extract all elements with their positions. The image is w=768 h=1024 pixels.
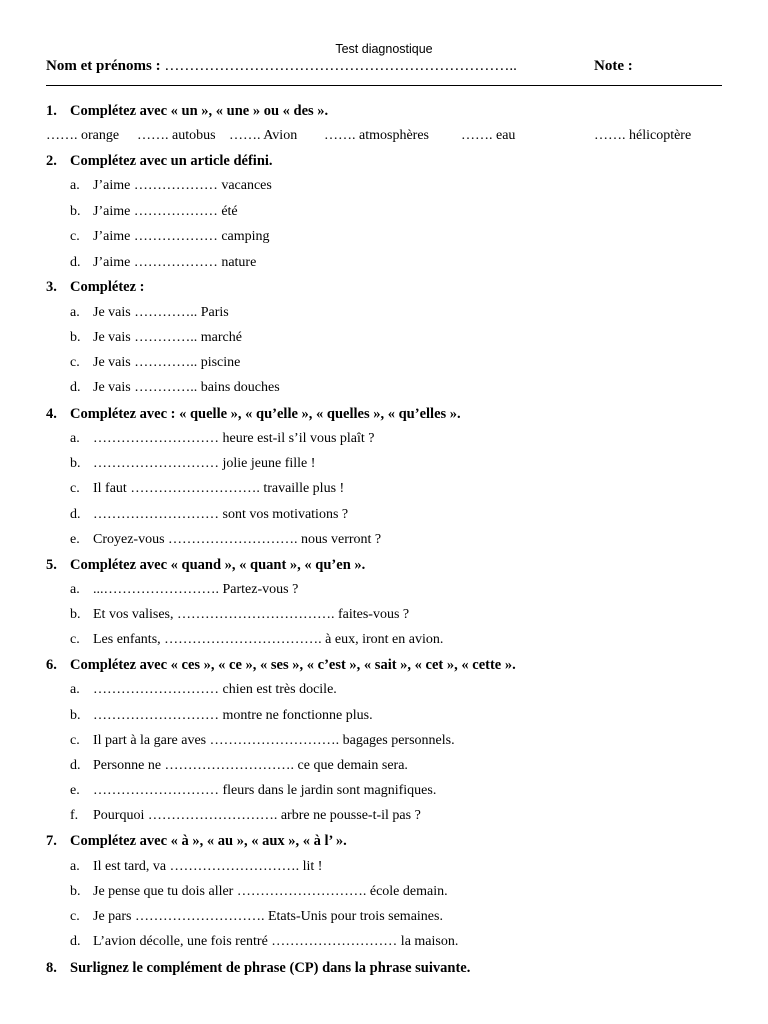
exercise-item	[70, 708, 373, 724]
question-2	[46, 153, 273, 169]
item-text: Et vos valises, ……………………………. faites-vous ?	[93, 607, 410, 622]
exercise-item	[70, 355, 240, 371]
item-text: J’aime ……………… nature	[93, 255, 257, 270]
item-text: ...……………………. Partez-vous ?	[93, 582, 299, 597]
exercise-item	[70, 808, 421, 824]
item-letter: e.	[70, 532, 80, 547]
exercise-item	[70, 380, 280, 396]
exercise-item	[70, 481, 344, 497]
exercise-item	[70, 229, 270, 245]
item-text: ……………………… heure est-il s’il vous plaît ?	[93, 431, 375, 446]
item-letter: b.	[70, 204, 81, 219]
question-heading: Complétez avec : « quelle », « qu’elle », « quelles », « qu’elles ».	[70, 406, 461, 422]
item-text: Personne ne ………………………. ce que demain sera.	[93, 758, 408, 773]
exercise-item	[70, 859, 322, 875]
exercise-item	[70, 733, 455, 749]
question-heading: Complétez avec « un », « une » ou « des ».	[70, 103, 329, 119]
article-blank: ……. eau	[461, 128, 516, 143]
item-text: L’avion décolle, une fois rentré ……………………… la maison.	[93, 934, 459, 949]
header-rule	[46, 85, 722, 86]
item-text: Je pars ………………………. Etats-Unis pour trois semaines.	[93, 909, 443, 924]
question-6	[46, 657, 516, 673]
question-heading: Complétez avec « quand », « quant », « qu’en ».	[70, 557, 366, 573]
question-number: 3.	[46, 279, 57, 295]
item-letter: a.	[70, 178, 80, 193]
item-letter: a.	[70, 859, 80, 874]
question-1	[46, 103, 328, 119]
exercise-item	[70, 682, 337, 698]
item-letter: e.	[70, 783, 80, 798]
item-letter: d.	[70, 934, 81, 949]
item-text: J’aime ……………… camping	[93, 229, 270, 244]
item-letter: a.	[70, 682, 80, 697]
item-letter: d.	[70, 255, 81, 270]
question-8	[46, 960, 470, 976]
exercise-item	[70, 758, 408, 774]
question-number: 2.	[46, 153, 57, 169]
exercise-item	[70, 532, 381, 548]
item-letter: b.	[70, 884, 81, 899]
question-number: 5.	[46, 557, 57, 573]
item-text: Il part à la gare aves ………………………. bagages personnels.	[93, 733, 455, 748]
item-letter: f.	[70, 808, 79, 823]
item-letter: c.	[70, 355, 80, 370]
item-letter: c.	[70, 481, 80, 496]
exercise-item	[70, 330, 242, 346]
exercise-item	[70, 783, 436, 799]
item-letter: a.	[70, 431, 80, 446]
question-heading: Complétez avec un article défini.	[70, 153, 273, 169]
article-blank: ……. hélicoptère	[594, 128, 692, 143]
name-field	[46, 58, 517, 75]
question-3	[46, 279, 144, 295]
item-text: Je vais ………….. marché	[93, 330, 242, 345]
exercise-item	[70, 456, 315, 472]
item-letter: a.	[70, 582, 80, 597]
item-text: ……………………… fleurs dans le jardin sont magnifiques.	[93, 783, 437, 798]
exercise-item	[70, 507, 348, 523]
item-letter: d.	[70, 507, 81, 522]
article-blank: ……. orange	[46, 128, 120, 143]
question-5	[46, 557, 365, 573]
item-text: Croyez-vous ………………………. nous verront ?	[93, 532, 382, 547]
item-letter: c.	[70, 632, 80, 647]
item-letter: d.	[70, 380, 81, 395]
article-blank: ……. Avion	[229, 128, 298, 143]
item-text: Il est tard, va ………………………. lit !	[93, 859, 323, 874]
exercise-item	[70, 582, 298, 598]
item-letter: c.	[70, 229, 80, 244]
item-text: Je pense que tu dois aller ………………………. école demain.	[93, 884, 448, 899]
exercise-item	[70, 632, 443, 648]
item-text: ……………………… jolie jeune fille !	[93, 456, 316, 471]
header-row	[46, 58, 722, 78]
exercise-item	[70, 178, 272, 194]
document-title: Test diagnostique	[335, 42, 433, 56]
exercise-item	[70, 204, 238, 220]
question-number: 8.	[46, 960, 57, 976]
item-text: ……………………… chien est très docile.	[93, 682, 337, 697]
question-4	[46, 406, 461, 422]
item-text: Pourquoi ………………………. arbre ne pousse-t-il pas ?	[93, 808, 421, 823]
item-text: J’aime ……………… été	[93, 204, 238, 219]
question-heading: Surlignez le complément de phrase (CP) dans la phrase suivante.	[70, 960, 471, 976]
name-dots: ……………………………………………………………..	[160, 58, 517, 74]
exercise-item	[70, 431, 375, 447]
question-number: 4.	[46, 406, 57, 422]
question-heading: Complétez :	[70, 279, 145, 295]
item-text: ……………………… sont vos motivations ?	[93, 507, 349, 522]
exercise-item	[70, 255, 256, 271]
item-text: Il faut ………………………. travaille plus !	[93, 481, 345, 496]
item-text: J’aime ……………… vacances	[93, 178, 272, 193]
item-letter: c.	[70, 733, 80, 748]
exercise-item	[70, 884, 448, 900]
item-letter: a.	[70, 305, 80, 320]
item-text: Je vais ………….. piscine	[93, 355, 241, 370]
article-blank: ……. autobus	[137, 128, 216, 143]
question-7	[46, 833, 347, 849]
item-text: ……………………… montre ne fonctionne plus.	[93, 708, 373, 723]
note-label: Note :	[594, 58, 633, 74]
question-number: 1.	[46, 103, 57, 119]
item-letter: b.	[70, 456, 81, 471]
exercise-item	[70, 305, 229, 321]
item-letter: b.	[70, 607, 81, 622]
question-heading: Complétez avec « ces », « ce », « ses », « c’est », « sait », « cet », « cette ».	[70, 657, 516, 673]
item-text: Je vais ………….. Paris	[93, 305, 229, 320]
question-number: 6.	[46, 657, 57, 673]
item-letter: c.	[70, 909, 80, 924]
exercise-item	[70, 607, 409, 623]
item-letter: b.	[70, 708, 81, 723]
exercise-item	[70, 909, 443, 925]
item-text: Les enfants, ……………………………. à eux, iront en avion.	[93, 632, 444, 647]
article-blank: ……. atmosphères	[324, 128, 429, 143]
name-label: Nom et prénoms :	[46, 58, 161, 74]
exercise-item	[70, 934, 458, 950]
question-number: 7.	[46, 833, 57, 849]
item-text: Je vais ………….. bains douches	[93, 380, 280, 395]
item-letter: d.	[70, 758, 81, 773]
item-letter: b.	[70, 330, 81, 345]
question-heading: Complétez avec « à », « au », « aux », « à l’ ».	[70, 833, 347, 849]
